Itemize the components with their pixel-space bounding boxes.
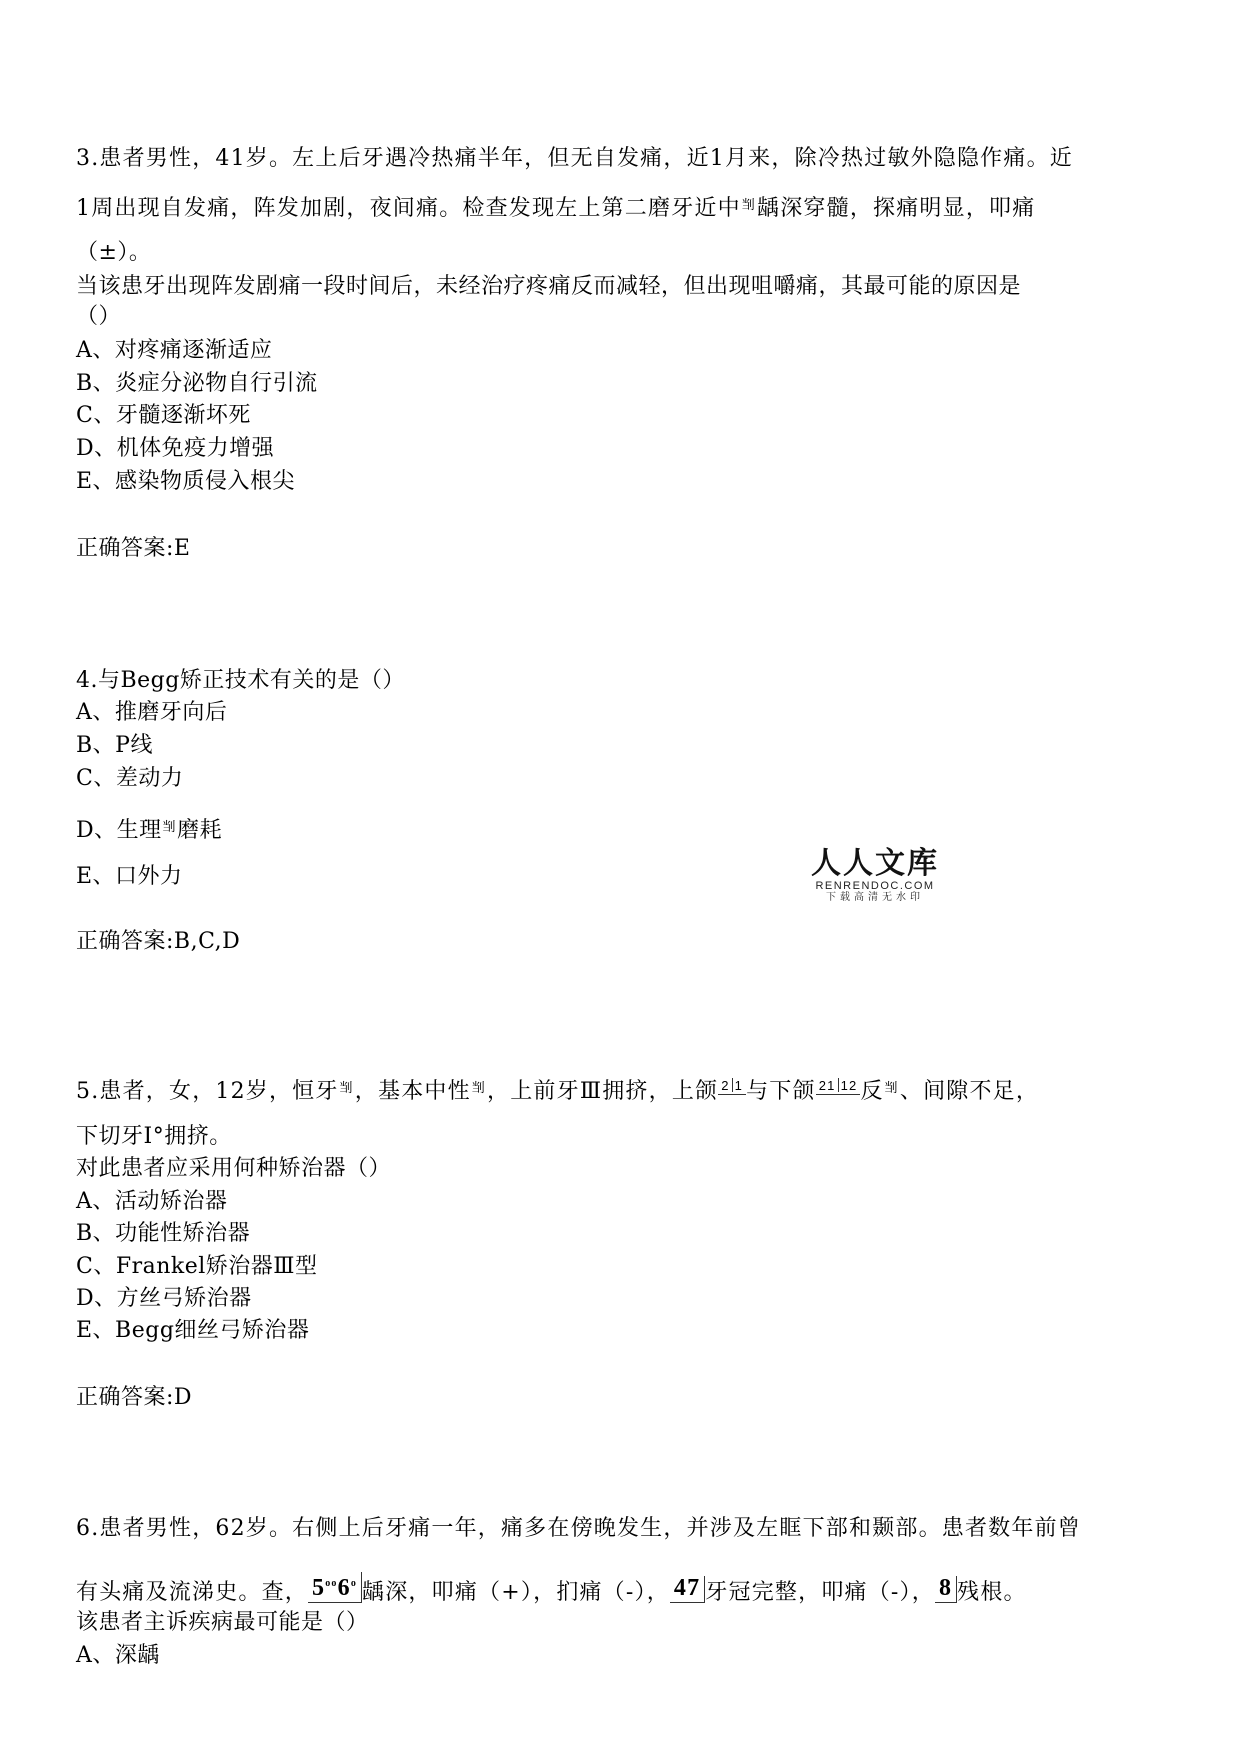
q5-stem-b: ，基本中性 xyxy=(354,1079,471,1104)
q4-answer: 正确答案:B,C,D xyxy=(76,929,241,954)
q3-stem-line-2 xyxy=(76,196,1035,222)
occlusion-glyph: 㓥 xyxy=(884,1081,899,1096)
q5-option-d: D、方丝弓矫治器 xyxy=(76,1286,252,1311)
q4-option-d-a: D、生理 xyxy=(76,818,162,843)
occlusion-glyph: 㓥 xyxy=(741,198,757,213)
tooth-notation-upper xyxy=(718,1078,746,1095)
occlusion-glyph: 㓥 xyxy=(162,820,177,835)
q3-option-e: E、感染物质侵入根尖 xyxy=(76,469,296,494)
q5-question: 对此患者应采用何种矫治器（） xyxy=(76,1156,392,1181)
q4-option-d-b: 磨耗 xyxy=(177,818,223,843)
q3-option-c: C、牙髓逐渐坏死 xyxy=(76,403,251,428)
q5-stem-a: 5.患者，女，12岁，恒牙 xyxy=(76,1079,339,1104)
tooth-lower-right: 12 xyxy=(840,1078,858,1093)
q6-stem-2d: 残根。 xyxy=(957,1580,1027,1605)
watermark-subtitle: 下载高清无水印 xyxy=(826,892,924,903)
tooth-a-sup: oo xyxy=(325,1578,338,1589)
tooth-image-56 xyxy=(308,1572,362,1603)
q3-stem-2b: 龋深穿髓，探痛明显，叩痛 xyxy=(757,196,1036,221)
q3-option-d: D、机体免疫力增强 xyxy=(76,436,275,461)
q3-stem-2a: 1周出现自发痛，阵发加剧，夜间痛。检查发现左上第二磨牙近中 xyxy=(76,196,741,221)
tooth-upper-right: 1 xyxy=(734,1078,744,1093)
q5-stem-c: ，上前牙Ⅲ拥挤，上颌 xyxy=(487,1079,719,1104)
q3-option-a: A、对疼痛逐渐适应 xyxy=(76,338,273,363)
q4-option-b: B、P线 xyxy=(76,733,153,758)
q5-stem-d: 与下颌 xyxy=(746,1079,816,1104)
tooth-image-8: 8 xyxy=(935,1576,957,1603)
q6-stem-2b: 龋深，叩痛（+），扪痛（-）， xyxy=(362,1580,670,1605)
tooth-divider xyxy=(732,1078,733,1092)
q5-option-a: A、活动矫治器 xyxy=(76,1189,228,1214)
q5-stem-line-1 xyxy=(76,1078,1039,1105)
watermark-title: 人人文库 xyxy=(811,846,939,881)
q6-stem-2a: 有头痛及流涕史。查， xyxy=(76,1580,309,1605)
q3-stem-line-3: （±）。 xyxy=(76,240,152,265)
q3-answer: 正确答案:E xyxy=(76,536,191,561)
q6-stem-2c: 牙冠完整，叩痛（-）， xyxy=(705,1580,935,1605)
q3-option-b: B、炎症分泌物自行引流 xyxy=(76,371,318,396)
occlusion-glyph: 㓥 xyxy=(471,1081,487,1096)
q3-question-line-1: 当该患牙出现阵发剧痛一段时间后，未经治疗疼痛反而减轻，但出现咀嚼痛，其最可能的原因是 xyxy=(76,274,1022,299)
tooth-b: 6 xyxy=(337,1575,351,1601)
occlusion-glyph: 㓥 xyxy=(339,1081,354,1096)
watermark-domain: RENRENDOC.COM xyxy=(815,880,935,892)
q5-stem-line-2: 下切牙Ⅰ°拥挤。 xyxy=(76,1124,232,1149)
q4-stem: 4.与Begg矫正技术有关的是（） xyxy=(76,668,405,693)
q4-option-c: C、差动力 xyxy=(76,766,184,791)
tooth-b-sup: o xyxy=(350,1578,358,1589)
q5-option-e: E、Begg细丝弓矫治器 xyxy=(76,1318,310,1343)
tooth-a: 5 xyxy=(312,1575,326,1601)
tooth-divider xyxy=(838,1078,839,1092)
q5-option-c: C、Frankel矫治器Ⅲ型 xyxy=(76,1254,318,1279)
q4-option-d xyxy=(76,818,222,844)
q5-option-b: B、功能性矫治器 xyxy=(76,1221,251,1246)
tooth-upper-left: 2 xyxy=(721,1078,730,1093)
q3-stem-line-1: 3.患者男性，41岁。左上后牙遇冷热痛半年，但无自发痛，近1月来，除冷热过敏外隐隐作痛。近 xyxy=(76,146,1073,171)
q4-option-e: E、口外力 xyxy=(76,864,183,889)
q4-option-a: A、推磨牙向后 xyxy=(76,700,228,725)
tooth-notation-lower xyxy=(816,1078,861,1095)
q6-stem-line-2 xyxy=(76,1572,1027,1606)
tooth-lower-left: 21 xyxy=(818,1078,836,1093)
watermark-logo xyxy=(810,848,940,904)
q6-question: 该患者主诉疾病最可能是（） xyxy=(76,1610,369,1635)
q6-option-a: A、深龋 xyxy=(76,1643,160,1668)
q3-question-line-2: （） xyxy=(76,304,122,329)
q5-stem-f: 、间隙不足， xyxy=(899,1079,1040,1104)
q6-stem-line-1: 6.患者男性，62岁。右侧上后牙痛一年，痛多在傍晚发生，并涉及左眶下部和颞部。患者数年前曾 xyxy=(76,1516,1081,1541)
q5-answer: 正确答案:D xyxy=(76,1385,193,1410)
tooth-image-47: 47 xyxy=(670,1576,705,1603)
q5-stem-e: 反 xyxy=(860,1079,884,1104)
